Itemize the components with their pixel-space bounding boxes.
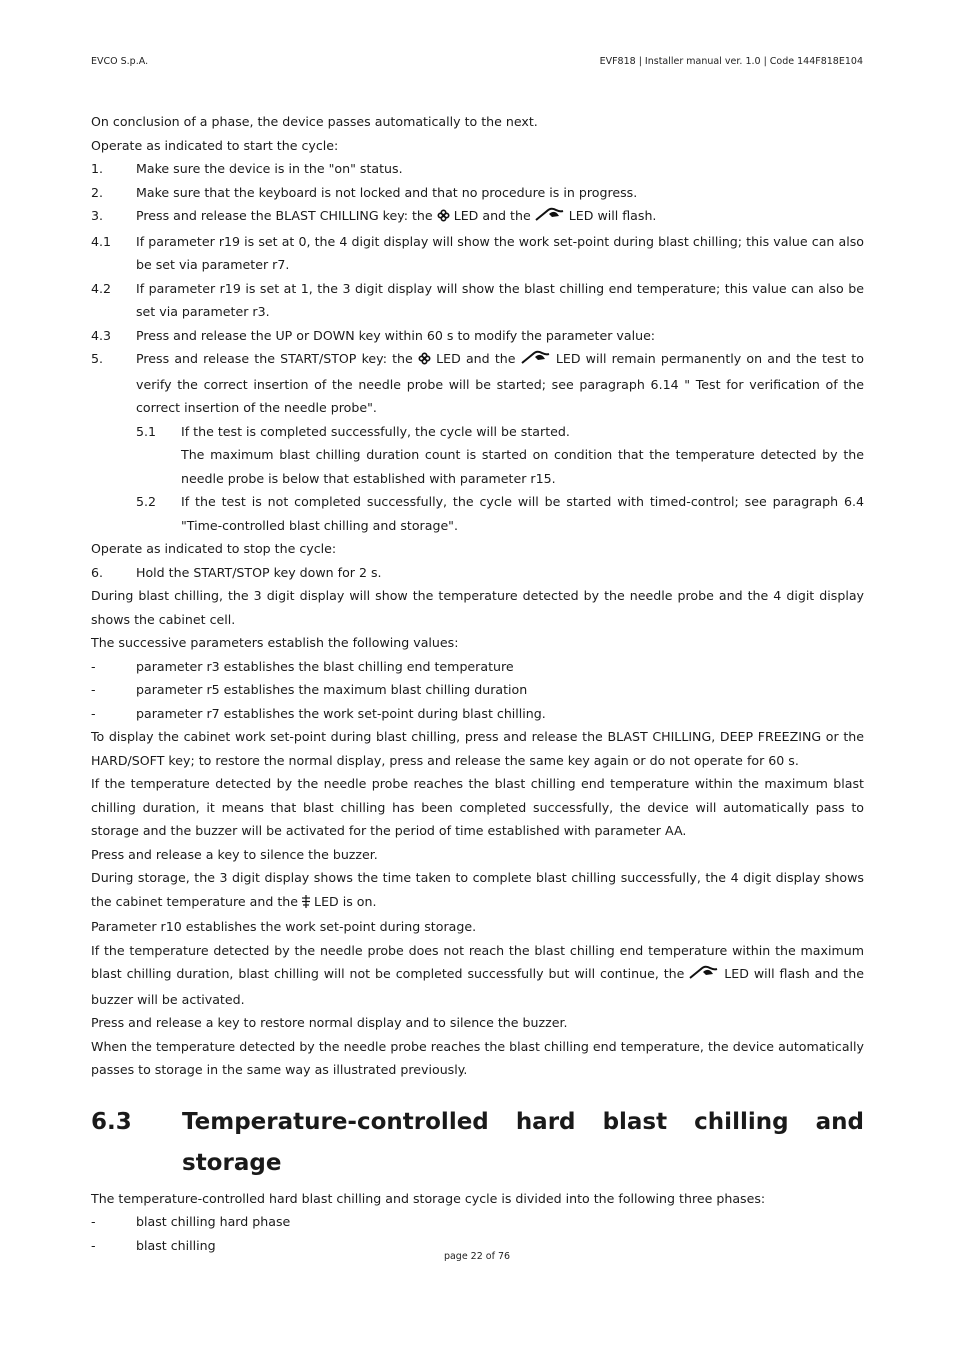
- section-title-word: and: [815, 1108, 864, 1135]
- step-text: [136, 347, 864, 420]
- sub-steps: [91, 420, 864, 538]
- section-number: 6.3: [91, 1108, 132, 1135]
- paragraph: During blast chilling, the 3 digit display will show the temperature detected by the needle probe and the 4 digit display shows the cabinet cell.: [91, 588, 864, 627]
- list-item: [91, 230, 864, 277]
- step-text: Hold the START/STOP key down for 2 s.: [136, 564, 382, 580]
- paragraph: The successive parameters establish the following values:: [91, 635, 459, 650]
- bullet-dash: -: [91, 1237, 96, 1253]
- step-text: If parameter r19 is set at 1, the 3 digit display will show the blast chilling end temperature; this value can also be set via parameter r3.: [136, 280, 864, 319]
- step-text: If the test is not completed successfully, the cycle will be started with timed-control; see paragraph 6.4 "Time-controlled blast chilling and storage".: [181, 494, 864, 533]
- paragraph-text: LED will flash and the buzzer will be activated.: [91, 966, 864, 1007]
- list-item: [91, 181, 864, 205]
- step-text-post: LED will flash.: [568, 208, 657, 223]
- list-item: [91, 277, 864, 324]
- list-text: blast chilling hard phase: [136, 1214, 291, 1229]
- list-text: parameter r7 establishes the work set-point during blast chilling.: [136, 705, 546, 721]
- step-text-pre: Press and release the BLAST CHILLING key: the: [136, 208, 433, 223]
- step-text: The maximum blast chilling duration count is started on condition that the temperature detected by the needle probe is below that established with parameter r15.: [181, 447, 864, 486]
- step-number: 4.1: [91, 233, 112, 249]
- list-text: blast chilling: [136, 1237, 216, 1253]
- snowflake-icon: [437, 206, 450, 230]
- bullet-dash: -: [91, 682, 96, 697]
- step-number: 1.: [91, 161, 104, 176]
- bullet-dash: -: [91, 1214, 96, 1229]
- step-text-mid: LED and the: [436, 351, 516, 366]
- bullet-dash: -: [91, 705, 96, 721]
- list-item: [91, 324, 864, 348]
- paragraph-text: LED is on.: [314, 893, 377, 909]
- step-number: 3.: [91, 208, 104, 223]
- list-item: [91, 1210, 864, 1234]
- storage-icon: [302, 892, 310, 916]
- paragraph: [91, 939, 864, 1012]
- step-number: 4.2: [91, 280, 112, 296]
- paragraph: Operate as indicated to stop the cycle:: [91, 541, 337, 556]
- list-text: parameter r3 establishes the blast chilling end temperature: [136, 658, 514, 674]
- list-item: [136, 490, 864, 537]
- list-item: [91, 157, 864, 181]
- section-title-word: blast: [602, 1108, 668, 1135]
- paragraph: To display the cabinet work set-point during blast chilling, press and release the BLAST CHILLING, DEEP FREEZING or the HARD/SOFT key; to restore the normal display, press and release the same key again or do not operate for 60 s.: [91, 729, 864, 768]
- step-number: 5.1: [136, 423, 157, 439]
- bullet-dash: -: [91, 658, 96, 674]
- list-item: [91, 204, 864, 230]
- header-company: EVCO S.p.A.: [91, 56, 149, 67]
- step-text: Make sure that the keyboard is not locked and that no procedure is in progress.: [136, 184, 638, 200]
- list-item: [136, 420, 864, 491]
- section-title-word: Temperature-controlled: [182, 1108, 489, 1135]
- paragraph: Press and release a key to restore normal display and to silence the buzzer.: [91, 1015, 568, 1030]
- section-heading: [91, 1102, 864, 1184]
- step-text-pre: Press and release the START/STOP key: the: [136, 351, 413, 366]
- snowflake-icon: [418, 349, 431, 373]
- step-number: 5.2: [136, 494, 157, 509]
- needle-probe-icon: [535, 206, 565, 230]
- step-number: 6.: [91, 564, 104, 580]
- paragraph: On conclusion of a phase, the device passes automatically to the next.: [91, 114, 538, 129]
- page-number: page 22 of 76: [443, 1251, 511, 1262]
- step-text-post: LED will remain permanently on and the test to verify the correct insertion of the needle probe will be started; see paragraph 6.14 " Test for verification of the correct insertion of the needle probe".: [136, 351, 864, 415]
- section-title-line: [182, 1102, 864, 1143]
- paragraph: If the temperature detected by the needle probe reaches the blast chilling end temperature within the maximum blast chilling duration, it means that blast chilling has been completed successfully, the device will automatically pass to storage and the buzzer will be activated for the period of time established with parameter AA.: [91, 776, 864, 838]
- list-item: [91, 702, 864, 726]
- paragraph-text: If the temperature detected by the needle probe does not reach the blast chilling end temperature within the maximum blast chilling duration, blast chilling will not be completed successfully but will continue, the: [91, 942, 864, 981]
- section-title-word: chilling: [694, 1108, 789, 1135]
- page-content: [91, 110, 864, 1257]
- paragraph: Operate as indicated to start the cycle:: [91, 137, 339, 153]
- header-document-info: EVF818 | Installer manual ver. 1.0 | Code 144F818E104: [599, 56, 863, 67]
- step-number: 5.: [91, 351, 104, 366]
- list-item: [91, 678, 864, 702]
- step-text-mid: LED and the: [453, 208, 531, 223]
- step-text: [136, 204, 864, 230]
- needle-probe-icon: [521, 349, 551, 373]
- list-item: [91, 561, 864, 585]
- step-text: Press and release the UP or DOWN key within 60 s to modify the parameter value:: [136, 327, 656, 343]
- section-title: [182, 1102, 864, 1184]
- step-body: [181, 420, 864, 491]
- list-item: [91, 655, 864, 679]
- paragraph: The temperature-controlled hard blast chilling and storage cycle is divided into the following three phases:: [91, 1190, 766, 1206]
- paragraph: When the temperature detected by the needle probe reaches the blast chilling end temperature, the device automatically passes to storage in the same way as illustrated previously.: [91, 1038, 864, 1077]
- step-number: 4.3: [91, 327, 112, 343]
- list-item: [91, 347, 864, 420]
- paragraph: Parameter r10 establishes the work set-point during storage.: [91, 919, 477, 934]
- section-title-line: storage: [182, 1149, 282, 1176]
- step-text: If the test is completed successfully, the cycle will be started.: [181, 423, 570, 439]
- paragraph: [91, 866, 864, 915]
- needle-probe-icon: [689, 964, 719, 988]
- paragraph-text: During storage, the 3 digit display shows the time taken to complete blast chilling successfully, the 4 digit display shows the cabinet temperature and the: [91, 870, 864, 909]
- step-number: 2.: [91, 184, 104, 200]
- step-text: If parameter r19 is set at 0, the 4 digit display will show the work set-point during blast chilling; this value can also be set via parameter r7.: [136, 233, 864, 272]
- list-text: parameter r5 establishes the maximum blast chilling duration: [136, 682, 528, 697]
- step-text: Make sure the device is in the "on" status.: [136, 161, 403, 176]
- paragraph: Press and release a key to silence the buzzer.: [91, 846, 378, 862]
- section-title-word: hard: [515, 1108, 576, 1135]
